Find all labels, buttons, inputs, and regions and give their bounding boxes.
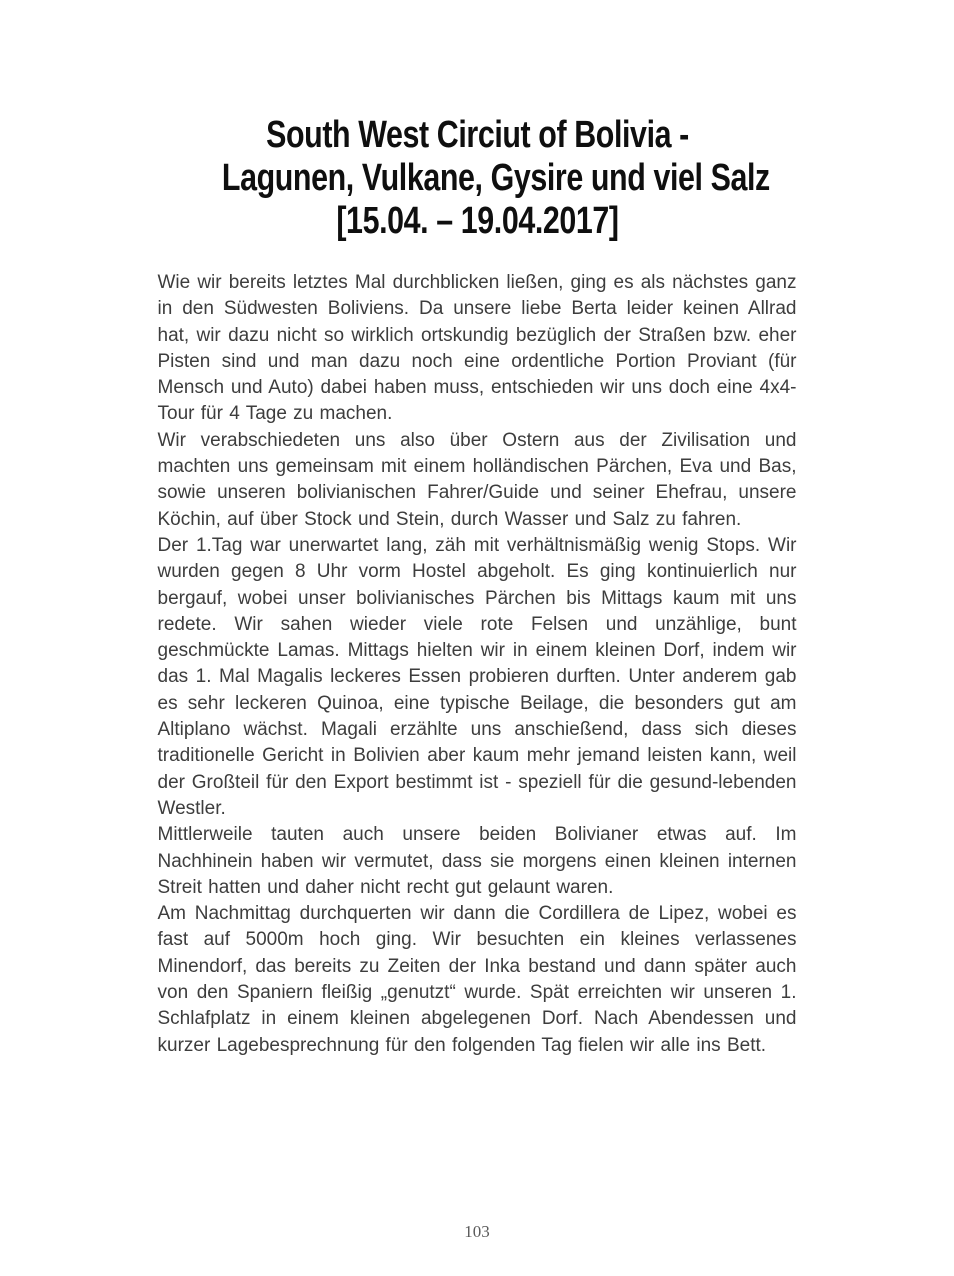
page-number: 103 [464, 1222, 490, 1241]
body-paragraph: Der 1.Tag war unerwartet lang, zäh mit verhältnismäßig wenig Stops. Wir wurden gegen 8 Uhr vorm Hostel abgeholt. Es ging kontinuierlich nur bergauf, wobei unser bolivianisches Pärchen bis Mittags kaum mit uns redete. Wir sahen wieder viele rote Felsen und unzählige, bunt geschmückte Lamas. Mittags hielten wir in einem kleinen Dorf, indem wir das 1. Mal Magalis leckeres Essen probieren durften. Unter anderem gab es sehr leckeren Quinoa, eine typische Beilage, die besonders gut am Altiplano wächst. Magali erzählte uns anschießend, dass sich dieses traditionelle Gericht in Bolivien aber kaum mehr jemand leisten kann, weil der Großteil für den Export bestimmt ist - speziell für die gesund-lebenden Westler. [157, 534, 797, 819]
body-paragraph: Wir verabschiedeten uns also über Ostern aus der Zivilisation und machten uns gemeinsam mit einem holländischen Pärchen, Eva und Bas, sowie unseren bolivianischen Fahrer/Guide und seiner Ehefrau, unsere Köchin, auf über Stock und Stein, durch Wasser und Salz zu fahren. [157, 429, 797, 530]
title-line-1: South West Circiut of Bolivia - [265, 114, 689, 156]
body-paragraph: Am Nachmittag durchquerten wir dann die Cordillera de Lipez, wobei es fast auf 5000m hoch ging. Wir besuchten ein kleines verlassenes Minendorf, das bereits zu Zeiten der Inka bestand und dann später auch von den Spaniern fleißig „genutzt“ wurde. Spät erreichten wir unseren 1. Schlafplatz in einem kleinen abgelegenen Dorf. Nach Abendessen und kurzer Lagebesprechnung für den folgenden Tag fielen wir alle ins Bett. [157, 903, 797, 1056]
content-column [158, 0, 797, 1059]
page-title [221, 114, 770, 243]
body-paragraph: Wie wir bereits letztes Mal durchblicken ließen, ging es als nächstes ganz in den Südwesten Boliviens. Da unsere liebe Berta leider keinen Allrad hat, wir dazu nicht so wirklich ortskundig bezüglich der Straßen bzw. eher Pisten sind und man dazu noch eine ordentliche Portion Proviant (für Mensch und Auto) dabei haben muss, entschieden wir uns doch eine 4x4-Tour für 4 Tage zu machen. [157, 272, 797, 425]
body-text [158, 270, 797, 1059]
title-line-2: Lagunen, Vulkane, Gysire und viel Salz [221, 157, 770, 199]
title-line-3: [15.04. – 19.04.2017] [335, 200, 619, 242]
body-paragraph: Mittlerweile tauten auch unsere beiden Bolivianer etwas auf. Im Nachhinein haben wir vermutet, dass sie morgens einen kleinen internen Streit hatten und daher nicht recht gut gelaunt waren. [157, 824, 797, 898]
